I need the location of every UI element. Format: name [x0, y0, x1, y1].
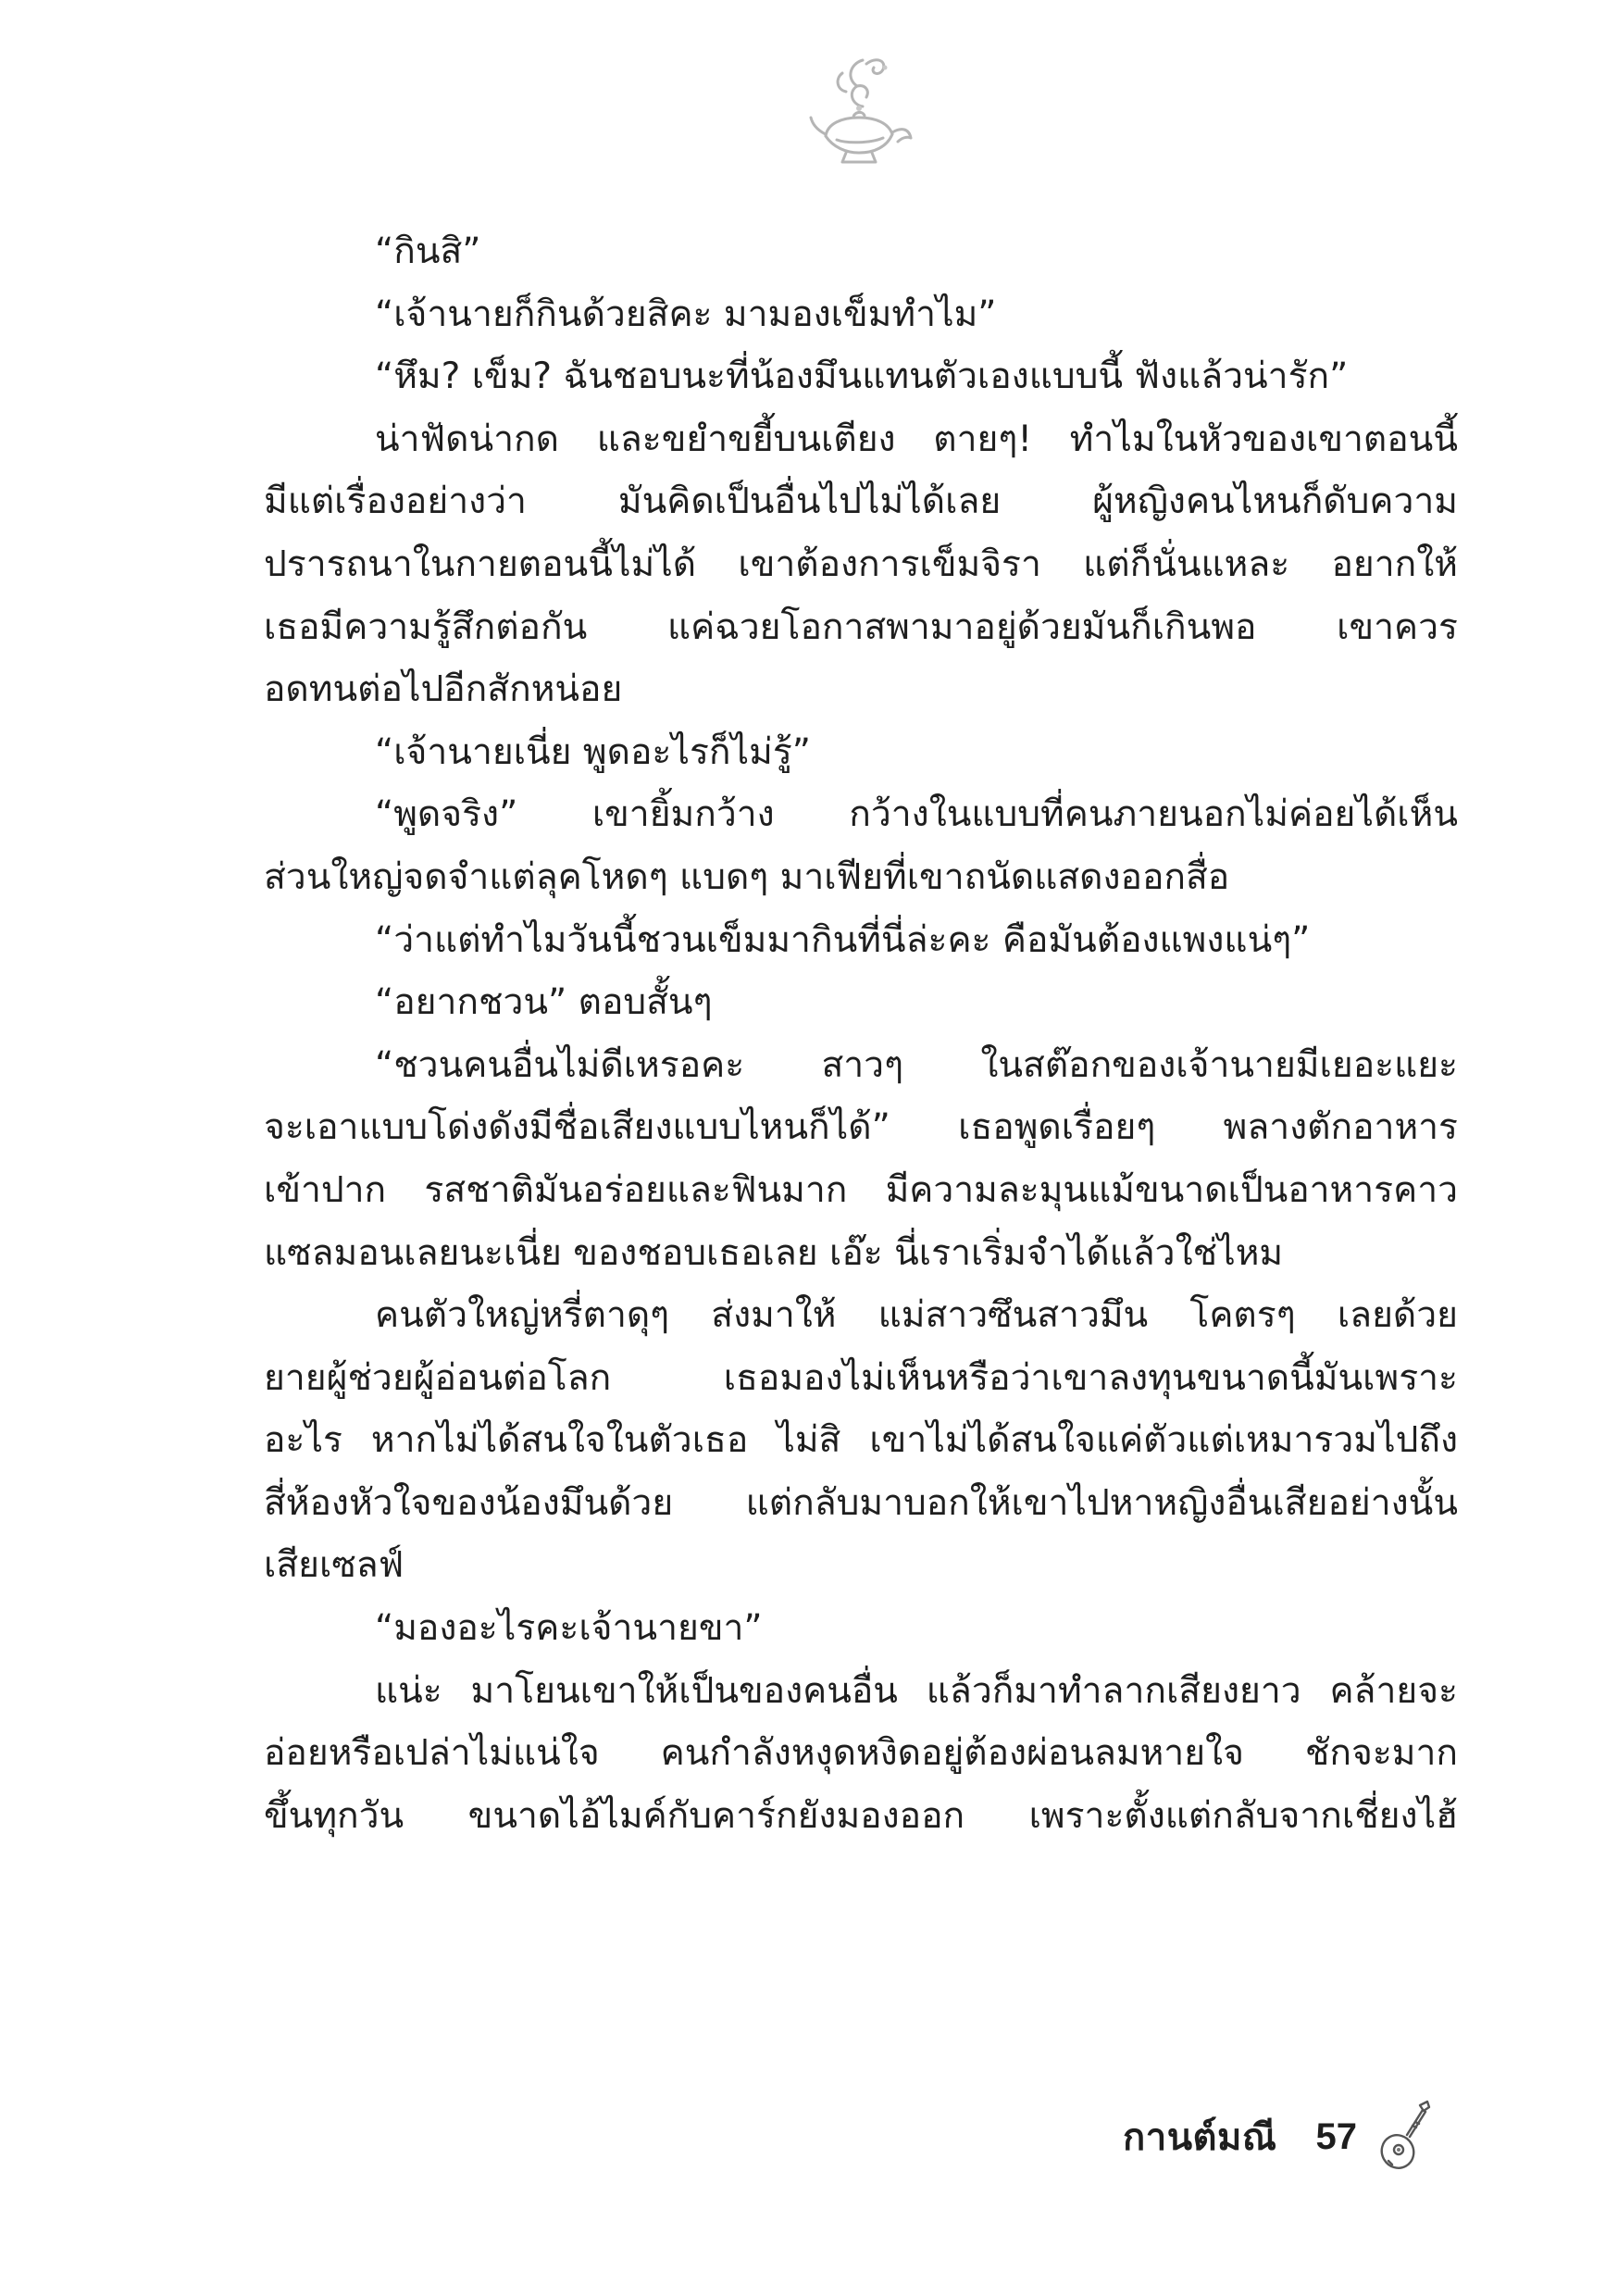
page-footer [1123, 2100, 1433, 2174]
paragraph-line: แซลมอนเลยนะเนี่ย ของชอบเธอเลย เอ๊ะ นี่เราเริ่มจำได้แล้วใช่ไหม [264, 1231, 1284, 1274]
paragraph-line: เสียเซลฟ์ [264, 1544, 404, 1587]
lute-icon [1374, 2100, 1433, 2174]
paragraph-line: “ว่าแต่ทำไมวันนี้ชวนเข็มมากินที่นี่ล่ะคะ คือมันต้องแพงแน่ๆ” [375, 918, 1311, 961]
paragraph-line: อดทนต่อไปอีกสักหน่อย [264, 668, 623, 711]
paragraph-line: น่าฟัดน่ากด และขยำขยี้บนเตียง ตายๆ! ทำไมในหัวของเขาตอนนี้ [375, 418, 1458, 460]
genie-lamp-icon [805, 51, 916, 171]
paragraph-line: จะเอาแบบโด่งดังมีชื่อเสียงแบบไหนก็ได้” เธอพูดเรื่อยๆ พลางตักอาหาร [264, 1106, 1458, 1149]
page-number: 57 [1315, 2115, 1357, 2157]
paragraph-line: สี่ห้องหัวใจของน้องมึนด้วย แต่กลับมาบอกให้เขาไปหาหญิงอื่นเสียอย่างนั้น [264, 1481, 1458, 1524]
paragraph-line: “เจ้านายเนี่ย พูดอะไรก็ไม่รู้” [375, 730, 811, 773]
paragraph-line: “หึม? เข็ม? ฉันชอบนะที่น้องมึนแทนตัวเองแบบนี้ ฟังแล้วน่ารัก” [375, 356, 1349, 398]
paragraph-line: “กินสิ” [375, 231, 481, 272]
paragraph-line: “อยากชวน” ตอบสั้นๆ [375, 981, 713, 1024]
paragraph-line: อะไร หากไม่ได้สนใจในตัวเธอ ไม่สิ เขาไม่ได้สนใจแค่ตัวแต่เหมารวมไปถึง [264, 1419, 1458, 1462]
book-title: กานต์มณี [1123, 2116, 1277, 2159]
paragraph-line: อ่อยหรือเปล่าไม่แน่ใจ คนกำลังหงุดหงิดอยู่ต้องผ่อนลมหายใจ ชักจะมาก [264, 1732, 1458, 1775]
paragraph-line: ส่วนใหญ่จดจำแต่ลุคโหดๆ แบดๆ มาเฟียที่เขาถนัดแสดงออกสื่อ [264, 855, 1230, 898]
body-text [264, 220, 1458, 1847]
paragraph-line: “พูดจริง” เขายิ้มกว้าง กว้างในแบบที่คนภายนอกไม่ค่อยได้เห็น [375, 793, 1458, 836]
paragraph-line: “เจ้านายก็กินด้วยสิคะ มามองเข็มทำไม” [375, 293, 997, 335]
paragraph-line: ขึ้นทุกวัน ขนาดไอ้ไมค์กับคาร์กยังมองออก เพราะตั้งแต่กลับจากเชี่ยงไฮ้ [264, 1794, 1458, 1837]
paragraph-line: ยายผู้ช่วยผู้อ่อนต่อโลก เธอมองไม่เห็นหรือว่าเขาลงทุนขนาดนี้มันเพราะ [264, 1356, 1458, 1399]
paragraph-line: มีแต่เรื่องอย่างว่า มันคิดเป็นอื่นไปไม่ได้เลย ผู้หญิงคนไหนก็ดับความ [264, 480, 1458, 523]
paragraph-line: เข้าปาก รสชาติมันอร่อยและฟินมาก มีความละมุนแม้ขนาดเป็นอาหารคาว [264, 1168, 1458, 1211]
paragraph-line: ปรารถนาในกายตอนนี้ไม่ได้ เขาต้องการเข็มจิรา แต่ก็นั่นแหละ อยากให้ [264, 543, 1458, 585]
paragraph-line: “มองอะไรคะเจ้านายขา” [375, 1607, 763, 1650]
paragraph-line: เธอมีความรู้สึกต่อกัน แค่ฉวยโอกาสพามาอยู่ด้วยมันก็เกินพอ เขาควร [264, 605, 1458, 648]
paragraph-line: คนตัวใหญ่หรี่ตาดุๆ ส่งมาให้ แม่สาวซึนสาวมึน โคตรๆ เลยด้วย [375, 1294, 1458, 1337]
paragraph-line: แน่ะ มาโยนเขาให้เป็นของคนอื่น แล้วก็มาทำลากเสียงยาว คล้ายจะ [375, 1669, 1458, 1712]
paragraph-line: “ชวนคนอื่นไม่ดีเหรอคะ สาวๆ ในสต๊อกของเจ้านายมีเยอะแยะ [375, 1043, 1458, 1086]
